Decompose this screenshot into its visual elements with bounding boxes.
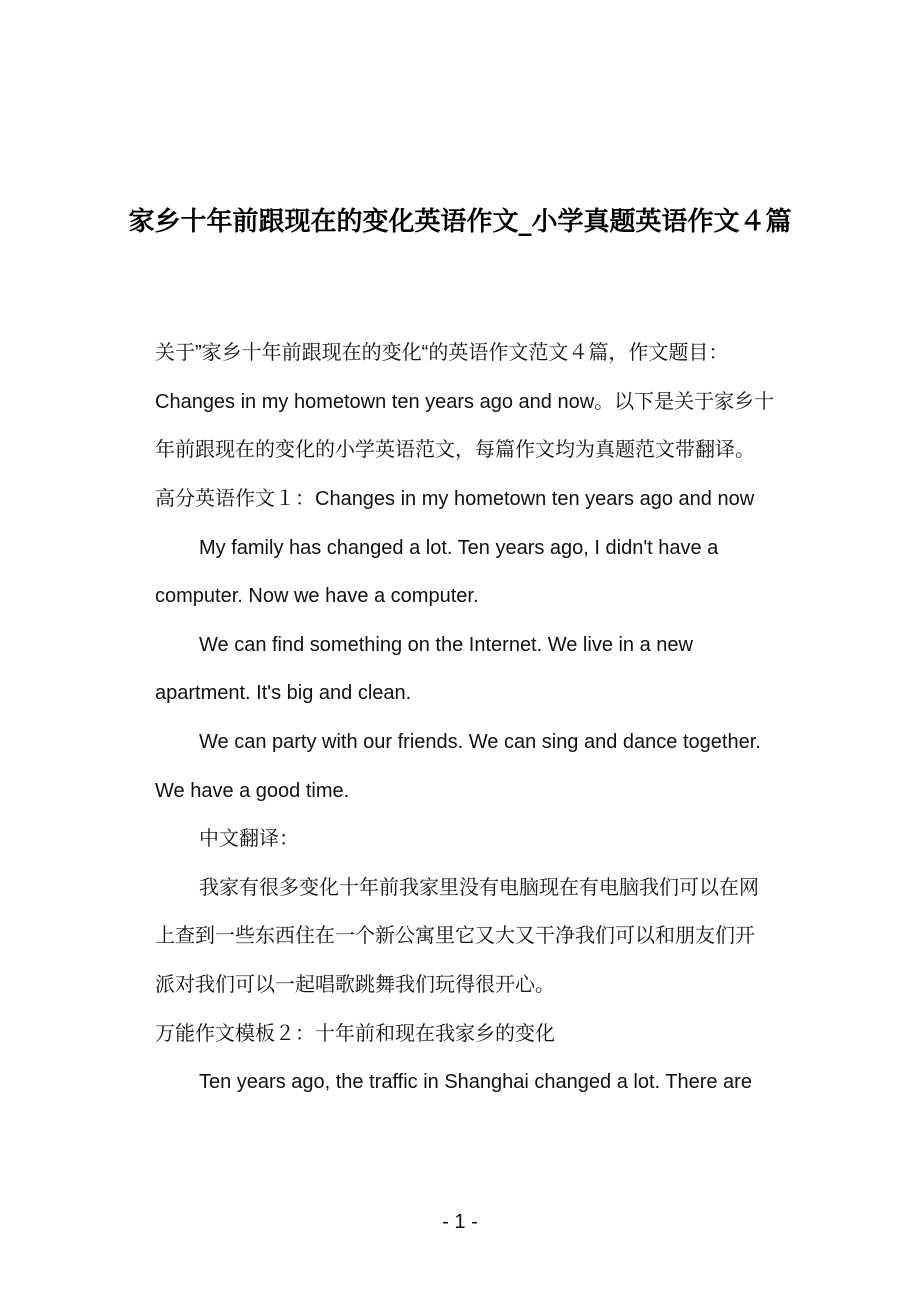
intro-line-3: 年前跟现在的变化的小学英语范文，每篇作文均为真题范文带翻译。 (155, 439, 755, 461)
intro-line-1: 关于”家乡十年前跟现在的变化“的英语作文范文４篇，作文题目： (155, 342, 729, 364)
essay-1-paragraph-2-line-1: We can find something on the Internet. We live in a new (199, 634, 693, 656)
essay-2-paragraph-1-line-1: Ten years ago, the traffic in Shanghai changed a lot. There are (199, 1071, 752, 1093)
essay-1-paragraph-1-line-2: computer. Now we have a computer. (155, 585, 479, 607)
document-title: 家乡十年前跟现在的变化英语作文_小学真题英语作文４篇 (128, 207, 792, 237)
essay-1-paragraph-2-line-2: apartment. It's big and clean. (155, 682, 412, 704)
essay-1-paragraph-3-line-2: We have a good time. (155, 780, 350, 802)
essay-1-paragraph-1-line-1: My family has changed a lot. Ten years ago, I didn't have a (199, 537, 719, 559)
essay-1-paragraph-3-line-1: We can party with our friends. We can sing and dance together. (199, 731, 761, 753)
translation-line-2: 上查到一些东西住在一个新公寓里它又大又干净我们可以和朋友们开 (155, 925, 755, 947)
translation-heading: 中文翻译： (199, 828, 299, 850)
intro-line-2: Changes in my hometown ten years ago and now。以下是关于家乡十 (155, 391, 775, 413)
essay-2-heading: 万能作文模板２：十年前和现在我家乡的变化 (155, 1023, 555, 1045)
translation-line-3: 派对我们可以一起唱歌跳舞我们玩得很开心。 (155, 974, 555, 996)
page-number: - 1 - (442, 1211, 478, 1233)
essay-1-heading: 高分英语作文１：Changes in my hometown ten years ago and now (155, 488, 755, 510)
translation-line-1: 我家有很多变化十年前我家里没有电脑现在有电脑我们可以在网 (199, 877, 759, 899)
